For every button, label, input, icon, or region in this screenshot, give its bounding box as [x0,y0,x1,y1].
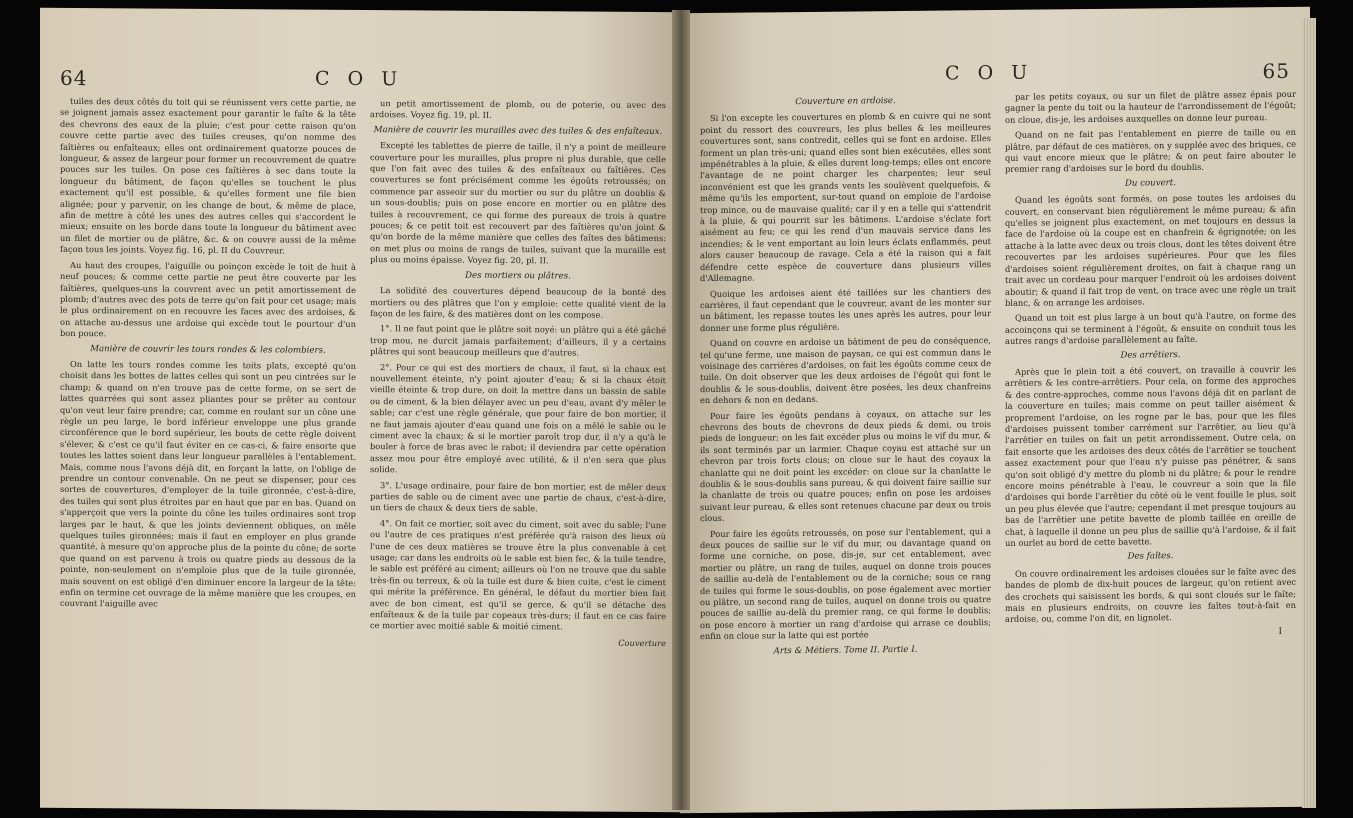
section-heading: Manière de couvrir les tours rondes & les colombiers. [90,343,326,356]
open-book [40,10,1310,810]
right-column-2 [1005,89,1296,804]
paragraph: Pour faire les égoûts pendans à coyaux, on attache sur les chevrons des bouts de chevrons de deux pieds & demi, ou trois pieds de longueur; on les fait excéder plus ou moins le vif du mur, & ils sont terminés par un larmier. Chaque coyau est attaché sur un chevron par trois forts clous; on cloue sur le haut des coyaux la chanlatte qui ne doit point les excéder: on cloue sur la chanlatte le doublis & le sous-doublis sans pureau, & qui doivent faire saillie sur la chanlatte de trois ou quatre pouces; enfin on pose les ardoises suivant leur pureau, & elles sont retenues chacune par deux ou trois clous. [700,407,991,524]
paragraph: On latte les tours rondes comme les toits plats, excepté qu'on choisit dans les bottes de lattes celles qui sont un peu cintrées sur le champ; & quand on n'en trouve pas de cette forme, on se sert de lattes quarrées qui sont assez pliantes pour se prêter au contour qu'on veut leur faire prendre; car, comme en roulant sur un cône une règle un peu large, le bord inférieur enveloppe une plus grande circonférence que le bord supérieur, les bouts de cette règle doivent s'élever, & c'est ce qu'il faut éviter en ce cas-ci, & faire ensorte que toutes les lattes soient dans leur longueur parallèles à l'entablement. Mais, comme nous l'avons déjà dit, en forçant la latte, on l'oblige de prendre un contour convenable. On ne peut se dispenser, pour ces sortes de couvertures, d'employer de la tuile gironnée, c'est-à-dire, des tuiles qui sont plus étroites par en haut que par en bas. Quand on s'apperçoit que vers la pointe du cône les tuiles ordinaires sont trop larges par le haut, & que les joints deviennent obliques, on mêle quelques tuiles gironnées; mais il faut en employer en plus grande quantité, à mesure qu'on approche plus de la pointe du cône; de sorte que quand on est parvenu à trois ou quatre pieds au dessous de la pointe, non-seulement on n'emploie plus que de la tuile gironnée, mais souvent on est obligé d'en diminuer encore la largeur de la tête: enfin on termine cet ouvrage de la même manière que les croupes, en couvrant l'aiguille avec [60,358,356,610]
running-title-left: C O U [315,67,404,91]
right-running-head [700,59,1290,89]
paragraph: On couvre ordinairement les ardoises clouées sur le faîte avec des bandes de plomb de dix-huit pouces de largeur, qu'on retient avec des crochets qui saisissent les bords, & qui sont cloués sur le faîte; mais en plusieurs endroits, on couvre les faîtes tout-à-fait en ardoise, ou, comme l'on dit, en lignolet. [1005,565,1296,625]
section-heading: Des faîtes. [1127,551,1174,563]
section-heading: Des arrêtiers. [1120,349,1181,361]
left-running-head [60,66,660,94]
section-heading: Des mortiers ou plâtres. [465,270,571,282]
section-heading: Manière de couvrir les murailles avec des tuiles & des enfaîteaux. [373,124,663,137]
paragraph: Après que le plein toit a été couvert, on travaille à couvrir les arrêtiers & les contre-arrêtiers. Pour cela, on forme des approches & des contre-approches, comme nous l'avons déjà dit en parlant de la couverture en tuiles; mais comme on peut tailler aisément & proprement l'ardoise, on les rogne par le bas, pour que les files d'ardoises puissent tomber carrément sur l'arrêtier, au lieu qu'à l'arrêtier en tuiles on fait un petit arrondissement. Outre cela, on fait ensorte que les ardoises des deux côtés de l'arrêtier se touchent assez exactement pour que l'eau n'y puisse pas pénétrer, & sans qu'on soit obligé d'y mettre du plomb ni du plâtre; & pour le rendre encore moins pénétrable à l'eau, le couvreur a soin que la file d'ardoises qui borde l'arrêtier du côté où le vent fouille le plus, soit un peu plus élevée que l'autre; cependant il met presque toujours au bas de l'arrêtier une petite bavette de plomb taillée en oreille de chat, à laquelle il donne un peu plus de saillie qu'à l'ardoise, & il fait un ourlet au bord de cette bavette. [1005,363,1296,548]
section-heading: Du couvert. [1125,177,1176,189]
paragraph: Excepté les tablettes de pierre de taille, il n'y a point de meilleure couverture pour les murailles, plus propre ni plus durable, que celle que l'on fait avec des tuiles & des enfaîteaux ou faîtières. Ces couvertures se font précisément comme les égoûts retroussés; on commence par asseoir sur du mortier ou sur du plâtre un doublis & un sous-doublis; puis on pose encore en mortier ou en plâtre des tuiles à recouvrement, ce qui forme des pureaux de trois à quatre pouces; & ce petit toit est recouvert par des faîtières qu'on joint & qu'on borde de la même manière que celles des faîtes des bâtimens: on met plus ou moins de rangs de tuiles, suivant que la muraille est plus ou moins épaisse. Voyez fig. 20, pl. II. [370,140,666,266]
signature-mark: I [1278,626,1282,637]
paragraph: Quand on couvre en ardoise un bâtiment de peu de conséquence, tel qu'une ferme, une maison de paysan, ce qui est commun dans le voisinage des carrières d'ardoises, on fait les égoûts comme ceux de tuile. On doit observer que les deux ardoises de l'égoût qui font le doublis & le sous-doublis, doivent être posées, les deux chanfreins en dehors & non en dedans. [700,335,991,406]
paragraph: 3°. L'usage ordinaire, pour faire de bon mortier, est de mêler deux parties de sable ou de ciment avec une partie de chaux, c'est-à-dire, un tiers de chaux & deux tiers de sable. [370,479,666,514]
left-column-2 [370,98,666,806]
left-column-1 [60,96,356,804]
paragraph: La solidité des couvertures dépend beaucoup de la bonté des mortiers ou des plâtres que l'on y emploie: cette qualité vient de la façon de les faire, & des matières dont on les compose. [370,285,666,320]
paragraph: Au haut des croupes, l'aiguille ou poinçon excède le toit de huit à neuf pouces; & comme cette partie ne peut être couverte par les faîtières, quelques-uns la couvrent avec un petit amortissement de plomb; d'autres avec des pots de terre qu'on fait pour cet usage; mais le plus ordinairement on en recouvre les faces avec des ardoises, & on attache au-dessus une ardoise qui excède tout le pourtour d'un bon pouce. [60,259,356,339]
paragraph: 2°. Pour ce qui est des mortiers de chaux, il faut, si la chaux est nouvellement éteinte, n'y point ajouter d'eau; & si la chaux étoit vieille éteinte & trop dure, on doit la mettre dans un bassin de sable ou de ciment, & la bien délayer avec un peu d'eau, avant d'y mêler le sable; car c'est une règle générale, que pour faire de bon mortier, il ne faut jamais ajouter d'eau quand une fois on a mêlé le sable ou le ciment avec la chaux; & si le mortier paroît trop dur, il n'y a qu'à le bouler à force de bras avec le rabot; il deviendra par cette opération assez mou pour être employé avec utilité, & il n'en sera que plus solide. [370,361,666,475]
paragraph: un petit amortissement de plomb, ou de poterie, ou avec des ardoises. Voyez fig. 19, pl. II. [370,98,666,121]
running-title-right: C O U [945,61,1034,85]
paragraph: Si l'on excepte les couvertures en plomb & en cuivre qui ne sont point du ressort des couvreurs, les plus belles & les meilleures couvertures sont, sans contredit, celles qui se font en ardoise. Elles forment un plan très-uni; quand elles sont bien exécutées, elles sont impénétrables à la pluie, & elles durent long-temps; elles ont encore l'avantage de ne point charger les charpentes; leur seul inconvénient est que les grands vents les soulèvent quelquefois, & même qu'ils les emportent, sur-tout quand on emploie de l'ardoise trop mince, ou de mauvaise qualité; car il y en a telle qui s'attendrit à la pluie, & qui pourrit sur les bâtimens. L'ardoise s'éclate fort aisément au feu; ce qui les rend d'un mauvais service dans les incendies; & le vent emportant au loin leurs éclats enflammés, peut alors causer beaucoup de ravage. Cela a été la raison qui a fait défendre cette espèce de couverture dans plusieurs villes d'Allemagne. [700,110,991,284]
paragraph: Quand les égoûts sont formés, on pose toutes les ardoises du couvert, en conservant bien régulièrement le même pureau; & afin qu'elles se joignent plus exactement, on met toujours en dessus la face de l'ardoise où la coupe est en chanfrein & égrignotée; on les attache à la latte avec deux ou trois clous, dont les têtes doivent être recouvertes par les ardoises supérieures. Pour que les files d'ardoises soient régulièrement droites, on fait à chaque rang un trait avec un cordeau pour marquer l'endroit où les ardoises doivent aboutir; & quand il fait trop de vent, on trace avec une règle un trait blanc, & on arrange les ardoises. [1005,192,1296,308]
right-page [680,7,1310,814]
paragraph: 1°. Il ne faut point que le plâtre soit noyé: un plâtre qui a été gâché trop mou, ne durcit jamais parfaitement; d'ailleurs, il y a certains plâtres qui sont beaucoup meilleurs que d'autres. [370,323,666,358]
right-column-1 [700,92,991,807]
section-heading: Couverture en ardoise. [795,96,896,108]
paragraph: Quand un toit est plus large à un bout qu'à l'autre, on forme des accoinçons qui se terminent à l'égoût, & ensuite on conduit tous les autres rangs d'ardoise parallèlement au faîte. [1005,310,1296,347]
paragraph: tuiles des deux côtés du toit qui se réunissent vers cette partie, ne se joignent jamais assez exactement pour garantir le faîte & la tête des chevrons des eaux de la pluie; c'est pour cette raison qu'on couvre cette partie avec des tuiles creuses, qu'on nomme des faîtières ou enfaîteaux; elles ont ordinairement quatorze pouces de longueur, & assez de largeur pour former un recouvrement de quatre pouces sur les tuiles. On pose ces faîtières à sec dans toute la longueur du bâtiment, de façon qu'elles se touchent le plus exactement qu'il est possible, & qu'elles forment une file bien alignée; pour y parvenir, on les change de bout, & même de place, afin de mettre à côté les unes des autres celles qui s'accordent le mieux; ensuite on les borde dans toute la longueur du bâtiment avec un filet de mortier ou de plâtre, &c. & on couvre aussi de la même façon tous les joints. Voyez fig. 16, pl. II du Couvreur. [60,95,356,256]
catchword: Couverture [618,637,666,649]
paragraph: 4°. On fait ce mortier, soit avec du ciment, soit avec du sable; l'une ou l'autre de ces pratiques n'est préférée qu'à raison des lieux où l'une de ces deux matières se trouve être la plus convenable à cet usage; car dans les endroits où le sable est bien fec, & la tuile tendre, le sable est préféré au ciment; ailleurs où l'on ne trouve que du sable très-fin ou terreux, & où la tuile est dure & bien cuite, c'est le ciment qui mérite la préférence. En général, le défaut du mortier bien fait avec de bon ciment, est qu'il se gerce, & qu'il se détache des enfaîteaux & de la tuile par copeaux très-durs; il faut en ce cas faire ce mortier avec moitié sable & moitié ciment. [370,517,666,632]
page-edges [1302,18,1316,808]
page-number-left: 64 [60,65,88,91]
paragraph: par les petits coyaux, ou sur un filet de plâtre assez épais pour gagner la pente du toit ou la hauteur de l'arrondissement de l'égoût; on cloue, dis-je, les ardoises auxquelles on donne leur pureau. [1005,88,1296,125]
paragraph: Quoique les ardoises aient été taillées sur les chantiers des carrières, il faut cependant que le couvreur, avant de les monter sur un bâtiment, les repasse toutes les unes après les autres, pour leur donner une forme plus régulière. [700,285,991,333]
book-gutter [672,10,690,810]
paragraph: Quand on ne fait pas l'entablement en pierre de taille ou en plâtre, par défaut de ces matières, on y supplée avec des briques, ce qui vaut encore mieux que le plâtre; & on peut faire abouter le premier rang d'ardoises sur le bord du doublis. [1005,127,1296,175]
paragraph: Pour faire les égoûts retroussés, on pose sur l'entablement, qui a deux pouces de saillie sur le vif du mur, ou davantage quand on forme une corniche, on pose, dis-je, sur cet entablement, avec mortier ou plâtre, un rang de tuiles, auquel on donne trois pouces de saillie au-delà de l'entablement ou de la corniche; sous ce rang de tuiles qui forme le sous-doublis, on pose également avec mortier ou plâtre, un second rang de tuiles, auquel on donne trois ou quatre pouces de saillie au-delà du premier rang, ce qui forme le doublis; on pose encore à mortier un rang d'ardoise qui arrase ce doublis; enfin on cloue sur la latte qui est portée [700,525,991,642]
left-page [40,8,680,812]
page-number-right: 65 [1262,58,1290,84]
volume-footer: Arts & Métiers. Tome II. Partie I. [773,644,918,657]
